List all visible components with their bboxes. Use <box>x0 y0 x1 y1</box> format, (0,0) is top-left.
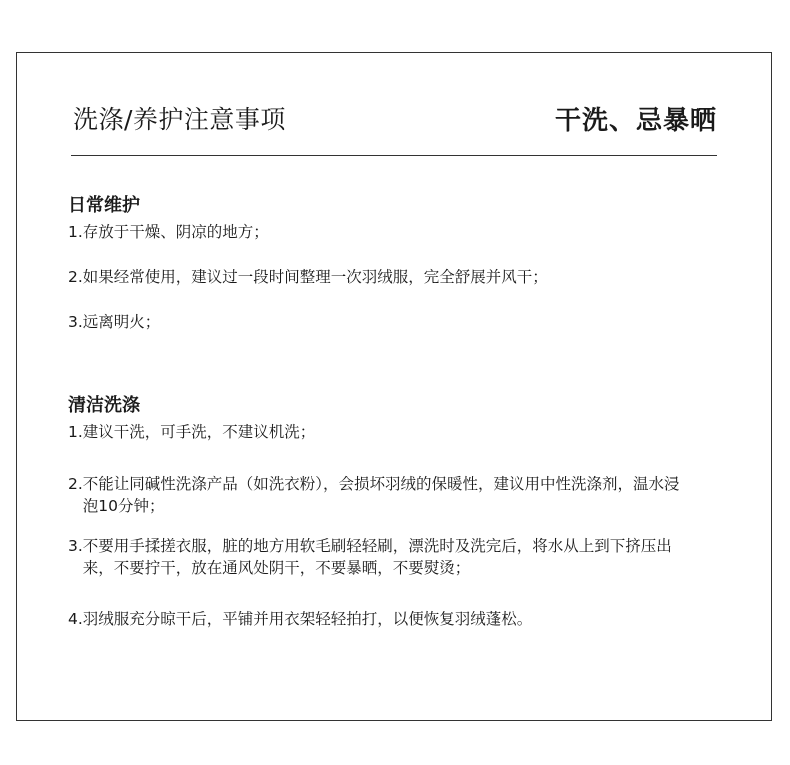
item-number: 2. <box>68 268 83 286</box>
list-item <box>68 608 731 630</box>
section-title-cleaning: 清洁洗涤 <box>68 395 140 416</box>
item-number: 3. <box>68 313 83 331</box>
care-summary: 干洗、忌暴晒 <box>554 105 717 136</box>
divider <box>71 155 717 156</box>
item-text: 不能让同碱性洗涤产品（如洗衣粉），会损坏羽绒的保暖性，建议用中性洗涤剂，温水浸泡10分钟； <box>82 475 680 515</box>
section-cleaning <box>68 395 731 630</box>
item-text: 如果经常使用，建议过一段时间整理一次羽绒服，完全舒展并风干； <box>82 268 548 286</box>
page-title: 洗涤/养护注意事项 <box>73 105 286 134</box>
item-text: 不要用手揉搓衣服，脏的地方用软毛刷轻轻刷，漂洗时及洗完后，将水从上到下挤压出来，不要拧干，放在通风处阴干，不要暴晒，不要熨烫； <box>82 537 672 577</box>
list-item <box>68 421 731 443</box>
care-instructions-card <box>16 52 772 721</box>
list-item <box>68 311 731 333</box>
item-text: 存放于干燥、阴凉的地方； <box>82 223 269 241</box>
list-item <box>68 221 731 243</box>
item-text: 建议干洗，可手洗，不建议机洗； <box>82 423 316 441</box>
section-daily-care <box>68 195 731 356</box>
item-number: 1. <box>68 223 83 241</box>
header <box>73 98 717 138</box>
list-item <box>68 266 731 288</box>
item-number: 2. <box>68 475 83 493</box>
section-title-daily-care: 日常维护 <box>68 195 140 216</box>
item-number: 1. <box>68 423 83 441</box>
list-item <box>68 535 680 579</box>
list-item <box>68 473 680 517</box>
item-number: 3. <box>68 537 83 555</box>
item-text: 远离明火； <box>82 313 161 331</box>
item-number: 4. <box>68 610 83 628</box>
item-text: 羽绒服充分晾干后，平铺并用衣架轻轻拍打，以便恢复羽绒蓬松。 <box>82 610 533 628</box>
